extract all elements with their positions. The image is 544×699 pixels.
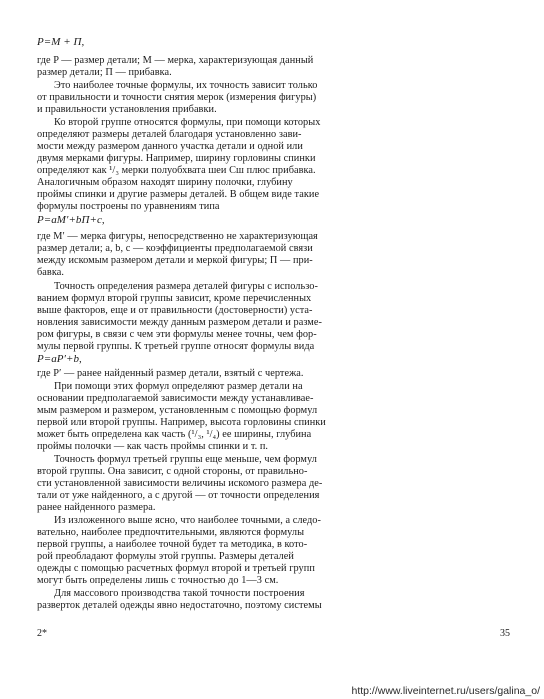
text-line: определяют как ¹/₃ мерки полуобхвата шеи Сш плюс прибавка. [37,165,316,176]
text-line: где M′ — мерка фигуры, непосредственно не характеризующая [37,231,318,242]
text-line: мости между размером данного участка детали и одной или [37,141,303,152]
formula-1: P=M + П, [37,36,85,48]
page-number: 35 [500,628,510,639]
text-line: Это наиболее точные формулы, их точность зависит только [54,80,318,91]
text-line: При помощи этих формул определяют размер детали на [54,381,303,392]
text-line: определяют размеры деталей благодаря установленно зави- [37,129,302,140]
text-line: ром фигуры, в связи с чем эти формулы менее точны, чем фор- [37,329,317,340]
text-line: ранее найденного размера. [37,502,156,513]
text-line: может быть определена как часть (¹/₃, ¹/₄) ее ширины, глубина [37,429,312,440]
text-line: размер детали; a, b, c — коэффициенты предполагаемой связи [37,243,313,254]
text-line: между искомым размером детали и меркой фигуры; П — при- [37,255,313,266]
text-line: формулы построены по уравнениям типа [37,201,220,212]
text-line: мулы первой группы. К третьей группе относят формулы вида [37,341,315,352]
text-line: Для массового производства такой точности построения [54,588,305,599]
text-line: новления зависимости между данным размером детали и разме- [37,317,322,328]
text-line: ванием формул второй группы зависит, кроме перечисленных [37,293,312,304]
text-line: где P — размер детали; M — мерка, характеризующая данный [37,55,314,66]
text-line: Из изложенного выше ясно, что наиболее точными, а следо- [54,515,321,526]
text-line: разверток деталей одежды явно недостаточно, поэтому системы [37,600,322,611]
text-line: двумя мерками фигуры. Например, ширину горловины спинки [37,153,316,164]
text-line: основании предполагаемой зависимости между устанавливае- [37,393,314,404]
text-line: вательно, наиболее предпочтительными, являются формулы [37,527,305,538]
text-line: бавка. [37,267,64,278]
text-line: проймы спинки и другие размеры деталей. В общем виде такие [37,189,320,200]
text-line: мым размером и размером, установленным с помощью формул [37,405,318,416]
text-line: выше факторов, еще и от правильности (достоверности) уста- [37,305,313,316]
formula-2: P=aM′+bП+c, [37,214,105,226]
text-line: где P′ — ранее найденный размер детали, взятый с чертежа. [37,368,304,379]
text-line: первой группы, а наиболее точной будет та методика, в кото- [37,539,308,550]
text-line: одежды с помощью расчетных формул второй и третьей групп [37,563,315,574]
text-line: Точность формул третьей группы еще меньше, чем формул [54,454,317,465]
source-url-link[interactable]: http://www.liveinternet.ru/users/galina_o/ [351,685,540,697]
text-line: могут быть определены лишь с точностью до 1—3 см. [37,575,279,586]
text-line: сти установленной зависимости величины искомого размера де- [37,478,323,489]
text-line: Точность определения размера деталей фигуры с использо- [54,281,318,292]
text-line: Ко второй группе относятся формулы, при помощи которых [54,117,321,128]
text-line: второй группы. Она зависит, с одной стороны, от правильно- [37,466,308,477]
text-line: рой преобладают формулы этой группы. Размеры деталей [37,551,294,562]
text-line: первой или второй группы. Например, высота горловины спинки [37,417,326,428]
text-line: Аналогичным образом находят ширину полочки, глубину [37,177,293,188]
text-line: проймы полочки — как часть проймы спинки и т. п. [37,441,269,452]
text-line: тали от уже найденного, а с другой — от точности определения [37,490,320,501]
signature-mark: 2* [37,628,47,639]
text-line: и правильности установления прибавки. [37,104,217,115]
text-line: размер детали; П — прибавка. [37,67,172,78]
formula-3: P=aP′+b, [37,353,82,365]
text-line: от правильности и точности снятия мерок (измерения фигуры) [37,92,317,103]
